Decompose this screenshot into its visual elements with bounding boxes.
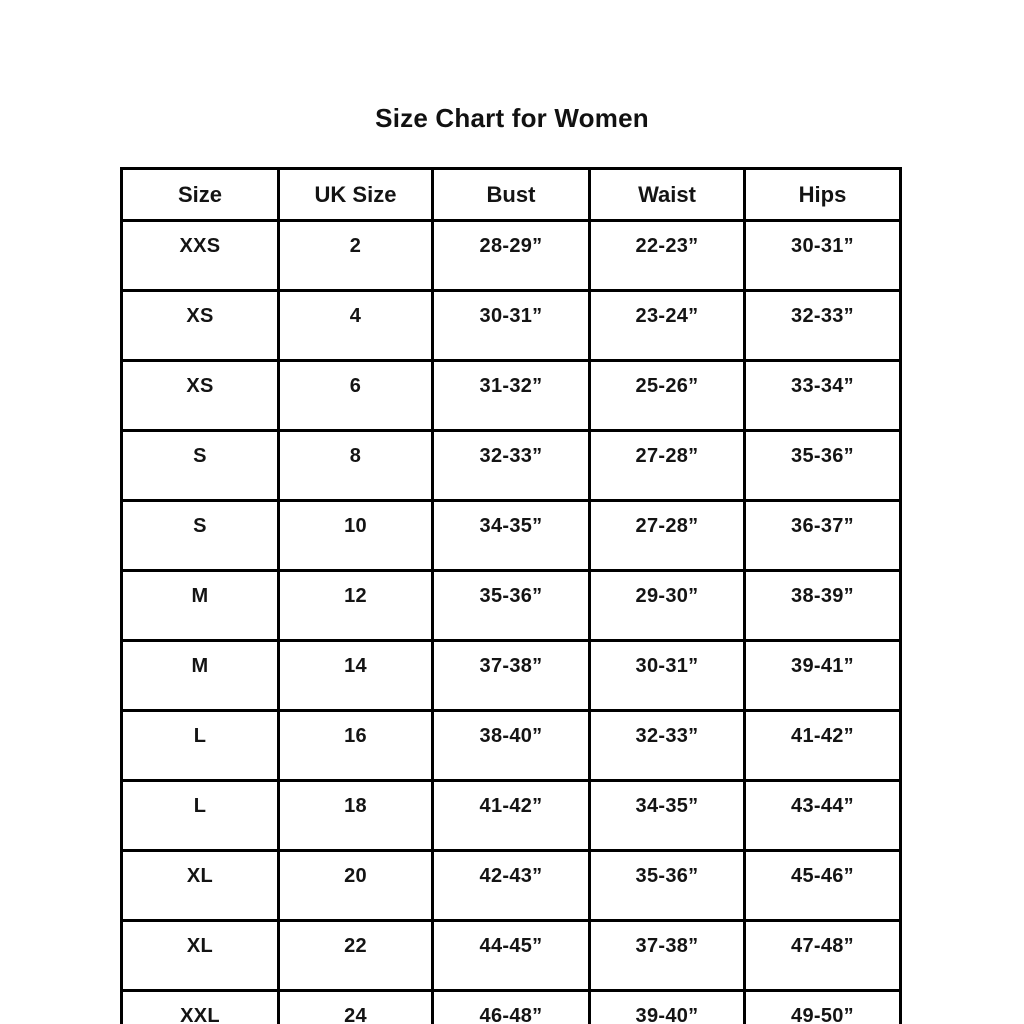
table-cell: 16 — [279, 711, 433, 781]
table-row — [122, 641, 901, 711]
table-cell: 30-31” — [745, 221, 901, 291]
table-cell: XL — [122, 921, 279, 991]
table-cell: XS — [122, 291, 279, 361]
table-cell: 23-24” — [590, 291, 745, 361]
column-header-hips: Hips — [745, 169, 901, 221]
table-cell: S — [122, 431, 279, 501]
table-row — [122, 851, 901, 921]
table-cell: 46-48” — [433, 991, 590, 1024]
table-cell: 42-43” — [433, 851, 590, 921]
table-cell: XXL — [122, 991, 279, 1024]
page-title: Size Chart for Women — [375, 103, 649, 133]
column-header-waist: Waist — [590, 169, 745, 221]
table-cell: 34-35” — [590, 781, 745, 851]
table-cell: 39-40” — [590, 991, 745, 1024]
table-cell: M — [122, 571, 279, 641]
table-cell: 44-45” — [433, 921, 590, 991]
table-cell: 35-36” — [433, 571, 590, 641]
column-header-uk-size: UK Size — [279, 169, 433, 221]
table-row — [122, 361, 901, 431]
table-cell: 27-28” — [590, 431, 745, 501]
table-row — [122, 991, 901, 1024]
table-cell: L — [122, 711, 279, 781]
table-row — [122, 221, 901, 291]
table-cell: 25-26” — [590, 361, 745, 431]
size-chart-table — [120, 167, 902, 1024]
table-row — [122, 431, 901, 501]
table-cell: 30-31” — [590, 641, 745, 711]
table-cell: 47-48” — [745, 921, 901, 991]
table-cell: 24 — [279, 991, 433, 1024]
table-cell: XL — [122, 851, 279, 921]
table-cell: 4 — [279, 291, 433, 361]
table-cell: 35-36” — [745, 431, 901, 501]
table-cell: 37-38” — [433, 641, 590, 711]
table-cell: 39-41” — [745, 641, 901, 711]
table-cell: L — [122, 781, 279, 851]
table-row — [122, 921, 901, 991]
column-header-bust: Bust — [433, 169, 590, 221]
table-cell: 2 — [279, 221, 433, 291]
table-cell: 37-38” — [590, 921, 745, 991]
table-cell: XS — [122, 361, 279, 431]
table-cell: 10 — [279, 501, 433, 571]
table-cell: 32-33” — [433, 431, 590, 501]
table-cell: 38-40” — [433, 711, 590, 781]
table-cell: 30-31” — [433, 291, 590, 361]
table-cell: 33-34” — [745, 361, 901, 431]
table-cell: 22-23” — [590, 221, 745, 291]
table-row — [122, 291, 901, 361]
column-header-size: Size — [122, 169, 279, 221]
table-cell: 38-39” — [745, 571, 901, 641]
table-cell: 32-33” — [745, 291, 901, 361]
table-cell: 34-35” — [433, 501, 590, 571]
table-cell: 22 — [279, 921, 433, 991]
table-row — [122, 711, 901, 781]
table-header-row — [122, 169, 901, 221]
table-cell: 31-32” — [433, 361, 590, 431]
table-cell: 14 — [279, 641, 433, 711]
table-cell: M — [122, 641, 279, 711]
table-cell: 32-33” — [590, 711, 745, 781]
table-cell: 41-42” — [433, 781, 590, 851]
table-cell: 12 — [279, 571, 433, 641]
table-cell: 18 — [279, 781, 433, 851]
table-cell: 28-29” — [433, 221, 590, 291]
table-row — [122, 501, 901, 571]
table-cell: 41-42” — [745, 711, 901, 781]
table-cell: 27-28” — [590, 501, 745, 571]
table-row — [122, 571, 901, 641]
table-cell: S — [122, 501, 279, 571]
table-cell: 36-37” — [745, 501, 901, 571]
table-cell: 45-46” — [745, 851, 901, 921]
table-cell: 35-36” — [590, 851, 745, 921]
table-cell: XXS — [122, 221, 279, 291]
table-cell: 20 — [279, 851, 433, 921]
table-row — [122, 781, 901, 851]
table-cell: 6 — [279, 361, 433, 431]
table-cell: 43-44” — [745, 781, 901, 851]
table-cell: 49-50” — [745, 991, 901, 1024]
table-cell: 8 — [279, 431, 433, 501]
table-body — [122, 221, 901, 1024]
table-cell: 29-30” — [590, 571, 745, 641]
